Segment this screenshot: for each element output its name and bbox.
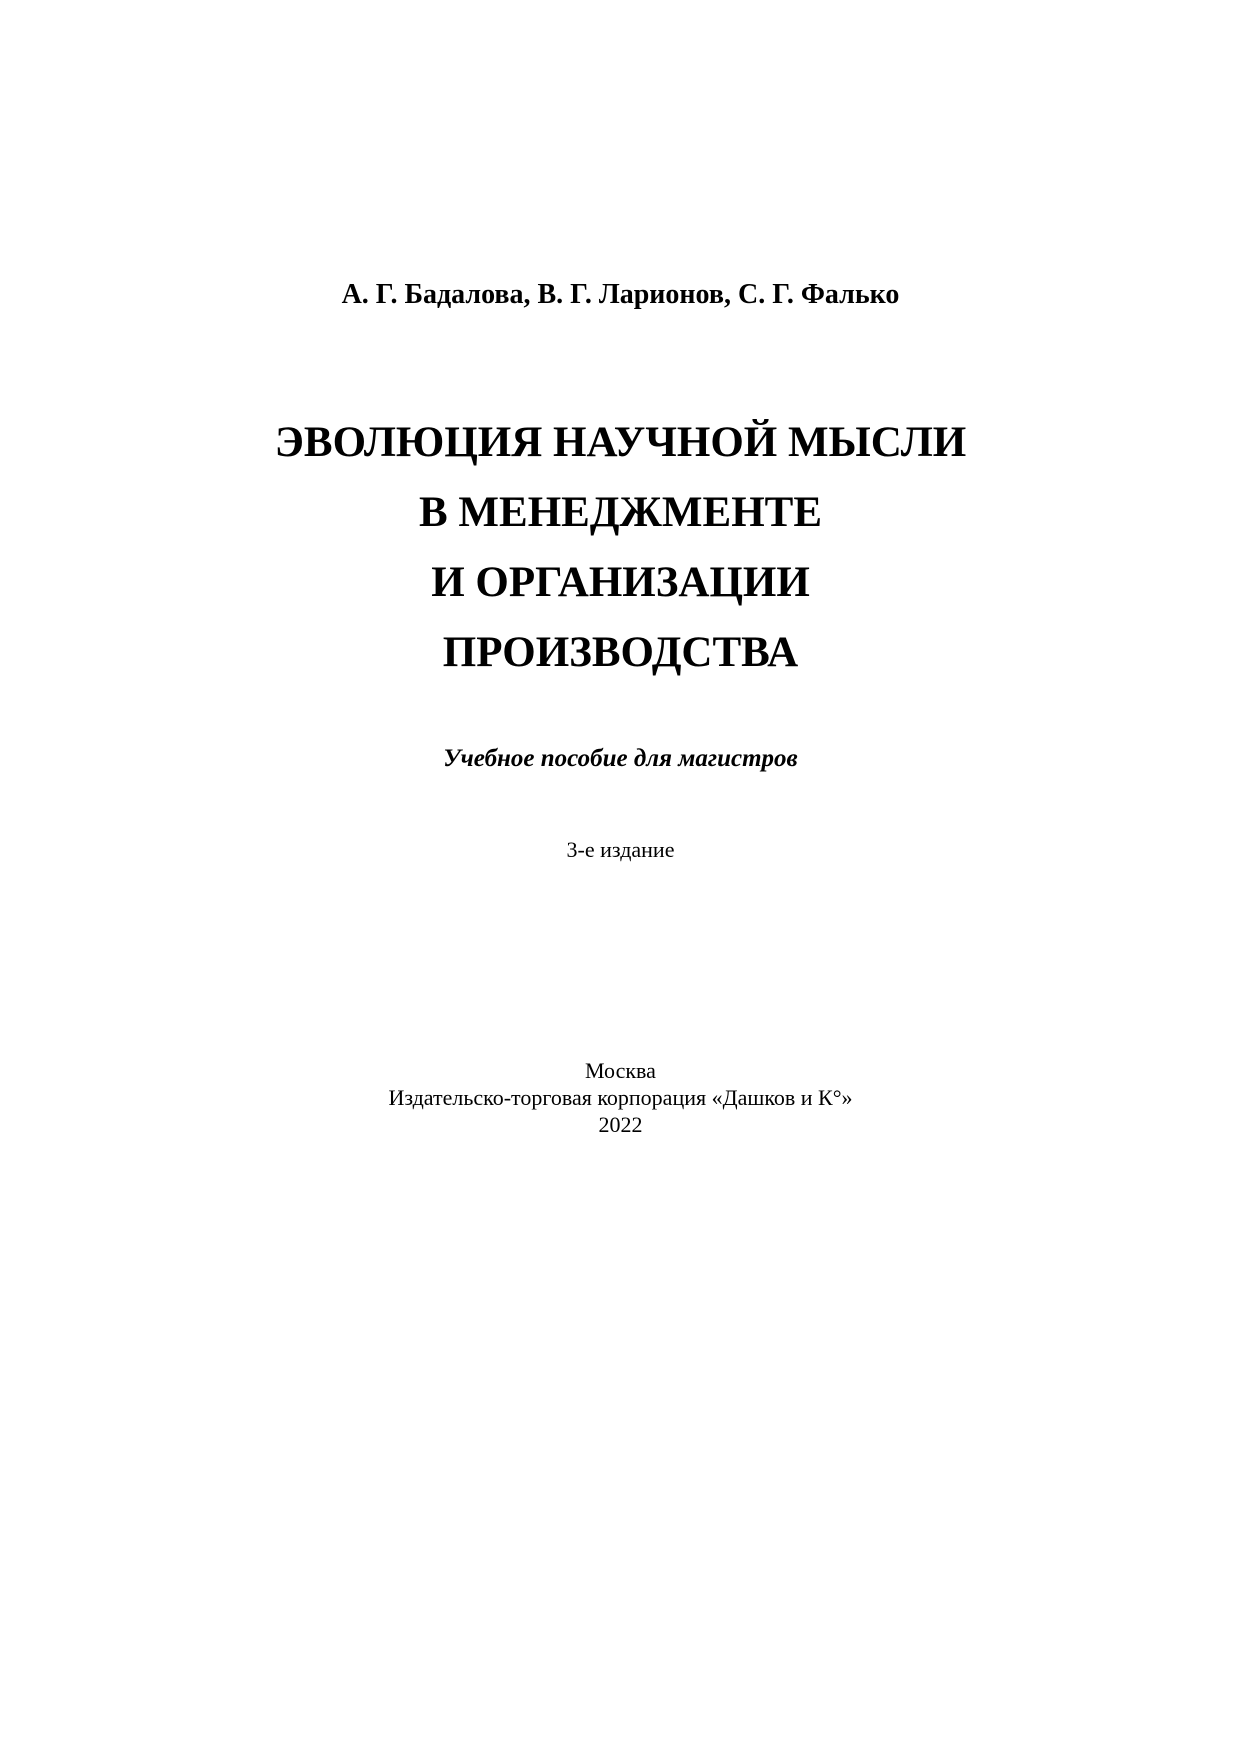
book-title-line-4: ПРОИЗВОДСТВА bbox=[442, 629, 799, 676]
book-title bbox=[0, 408, 1241, 688]
book-subtitle: Учебное пособие для магистров bbox=[443, 745, 798, 772]
imprint bbox=[0, 1057, 1241, 1138]
book-title-line-2: В МЕНЕДЖМЕНТЕ bbox=[419, 489, 822, 536]
imprint-publisher: Издательско-торговая корпорация «Дашков и К°» bbox=[388, 1085, 853, 1110]
book-title-line-3: И ОРГАНИЗАЦИИ bbox=[431, 559, 810, 606]
imprint-city: Москва bbox=[585, 1058, 656, 1083]
book-title-line-1: ЭВОЛЮЦИЯ НАУЧНОЙ МЫСЛИ bbox=[274, 419, 967, 466]
edition: 3-е издание bbox=[566, 837, 675, 862]
imprint-year: 2022 bbox=[598, 1112, 643, 1137]
authors: А. Г. Бадалова, В. Г. Ларионов, С. Г. Фалько bbox=[341, 279, 900, 310]
